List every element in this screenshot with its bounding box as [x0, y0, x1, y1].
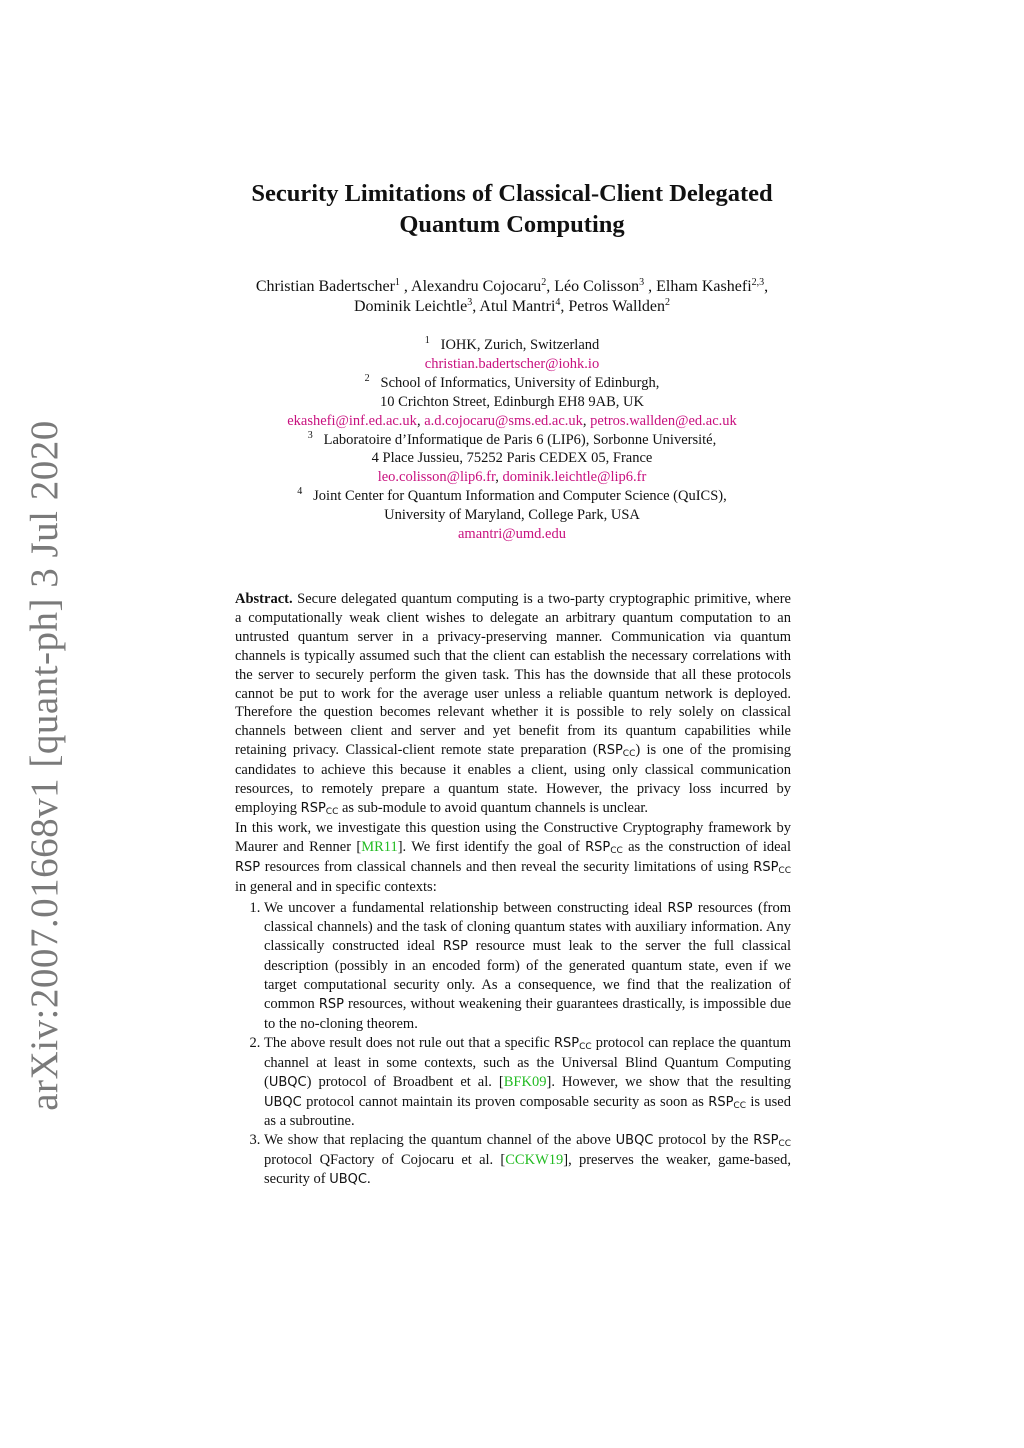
author-line-2: Dominik Leichtle$^3$, Atul Mantri$^4$, Petros Wallden$^2$: [353, 297, 671, 315]
author-list: [0, 277, 1024, 317]
title-line-2: Quantum Computing: [399, 211, 625, 238]
list-item: 1. We uncover a fundamental relationship between constructing ideal RSP resources (from classical channels) and the task of cloning quantum states with auxiliary information. Any classically constructed ideal RSP resource must leak to the server the full classical description (possibly in an encoded form) of the generated quantum state, even if we target computational security only. As a consequence, we find that the realization of common RSP resources, without weakening their guarantees drastically, is impossible due to the no-cloning theorem.: [264, 899, 791, 1034]
email-link[interactable]: leo.colisson@lip6.fr: [377, 469, 496, 486]
abstract-paragraph-1: Abstract. Secure delegated quantum computing is a two-party cryptographic primitive, where a computationally weak client wishes to delegate an arbitrary quantum computation to an untrusted quantum server in a privacy-preserving manner. Communication via quantum channels is typically assumed such that the client can establish the necessary correlations with the server to securely perform the given task. This has the downside that all these protocols cannot be put to work for the average user unless a reliable quantum network is deployed. Therefore the question becomes relevant whether it is possible to rely solely on classical channels between client and server and yet benefit from its quantum capabilities while retaining privacy. Classical-client remote state preparation $(RSP_{CC})$ is one of the promising candidates to achieve this because it enables a client, using only classical communication resources, to remotely prepare a quantum state. However, the privacy loss incurred by employing $RSP_{CC}$ as sub-module to avoid quantum channels is unclear.: [235, 591, 791, 817]
affiliation-2-emails: ekashefi@inf.ed.ac.uk, a.d.cojocaru@sms.ed.ac.uk, petros.wallden@ed.ac.uk: [287, 412, 737, 429]
affiliation-2-address: 10 Crichton Street, Edinburgh EH8 9AB, UK: [380, 393, 644, 410]
citation-link[interactable]: BFK09: [503, 1073, 547, 1090]
arxiv-sidebar: [20, 419, 68, 1111]
affiliation-4-address: University of Maryland, College Park, USA: [384, 507, 640, 524]
citation-link[interactable]: MR11: [361, 838, 398, 855]
abstract: [235, 590, 791, 1190]
title-line-1: Security Limitations of Classical-Client Delegated: [251, 180, 773, 207]
list-item: 3. We show that replacing the quantum channel of the above UBQC protocol by the $RSP_{CC}$ protocol QFactory of Cojocaru et al. [CCKW19], preserves the weaker, game-based, security of UBQC.: [264, 1131, 791, 1190]
affiliation-1: $^1$ IOHK, Zurich, Switzerland: [424, 335, 600, 353]
abstract-label: Abstract.: [235, 591, 293, 607]
affiliations: [0, 336, 1024, 544]
email-link[interactable]: dominik.leichtle@lip6.fr: [502, 469, 647, 486]
affiliation-3: $^3$ Laboratoire d’Informatique de Paris 6 (LIP6), Sorbonne Université,: [307, 429, 717, 448]
affiliation-3-emails: leo.colisson@lip6.fr, dominik.leichtle@lip6.fr: [377, 469, 647, 486]
citation-link[interactable]: CCKW19: [505, 1152, 564, 1169]
email-link[interactable]: christian.badertscher@iohk.io: [424, 355, 600, 372]
email-link[interactable]: petros.wallden@ed.ac.uk: [590, 412, 737, 429]
affiliation-3-address: 4 Place Jussieu, 75252 Paris CEDEX 05, France: [371, 450, 653, 467]
arxiv-identifier: arXiv:2007.01668v1 [quant-ph] 3 Jul 2020: [22, 419, 66, 1111]
affiliation-4: $^4$ Joint Center for Quantum Information and Computer Science (QuICS),: [297, 486, 727, 505]
email-link[interactable]: amantri@umd.edu: [458, 526, 566, 543]
paper-title: [0, 178, 1024, 240]
email-link[interactable]: ekashefi@inf.ed.ac.uk: [287, 412, 417, 429]
abstract-paragraph-2: In this work, we investigate this question using the Constructive Cryptography framework by Maurer and Renner [MR11]. We first identify the goal of $RSP_{CC}$ as the construction of ideal RSP resources from classical channels and then reveal the security limitations of using $RSP_{CC}$ in general and in specific contexts:: [235, 819, 792, 895]
list-item: 2. The above result does not rule out that a specific $RSP_{CC}$ protocol can replace the quantum channel at least in some contexts, such as the Universal Blind Quantum Computing (UBQC) protocol of Broadbent et al. [BFK09]. However, we show that the resulting UBQC protocol cannot maintain its proven composable security as soon as $RSP_{CC}$ is used as a subroutine.: [264, 1034, 791, 1132]
author-line-1: Christian Badertscher$^1$ , Alexandru Cojocaru$^2$, Léo Colisson$^3$ , Elham Kashefi$^{2,3}$,: [255, 277, 769, 295]
contributions-list: [235, 899, 791, 1191]
email-link[interactable]: a.d.cojocaru@sms.ed.ac.uk: [424, 412, 583, 429]
affiliation-2: $^2$ School of Informatics, University of Edinburgh,: [364, 372, 660, 391]
